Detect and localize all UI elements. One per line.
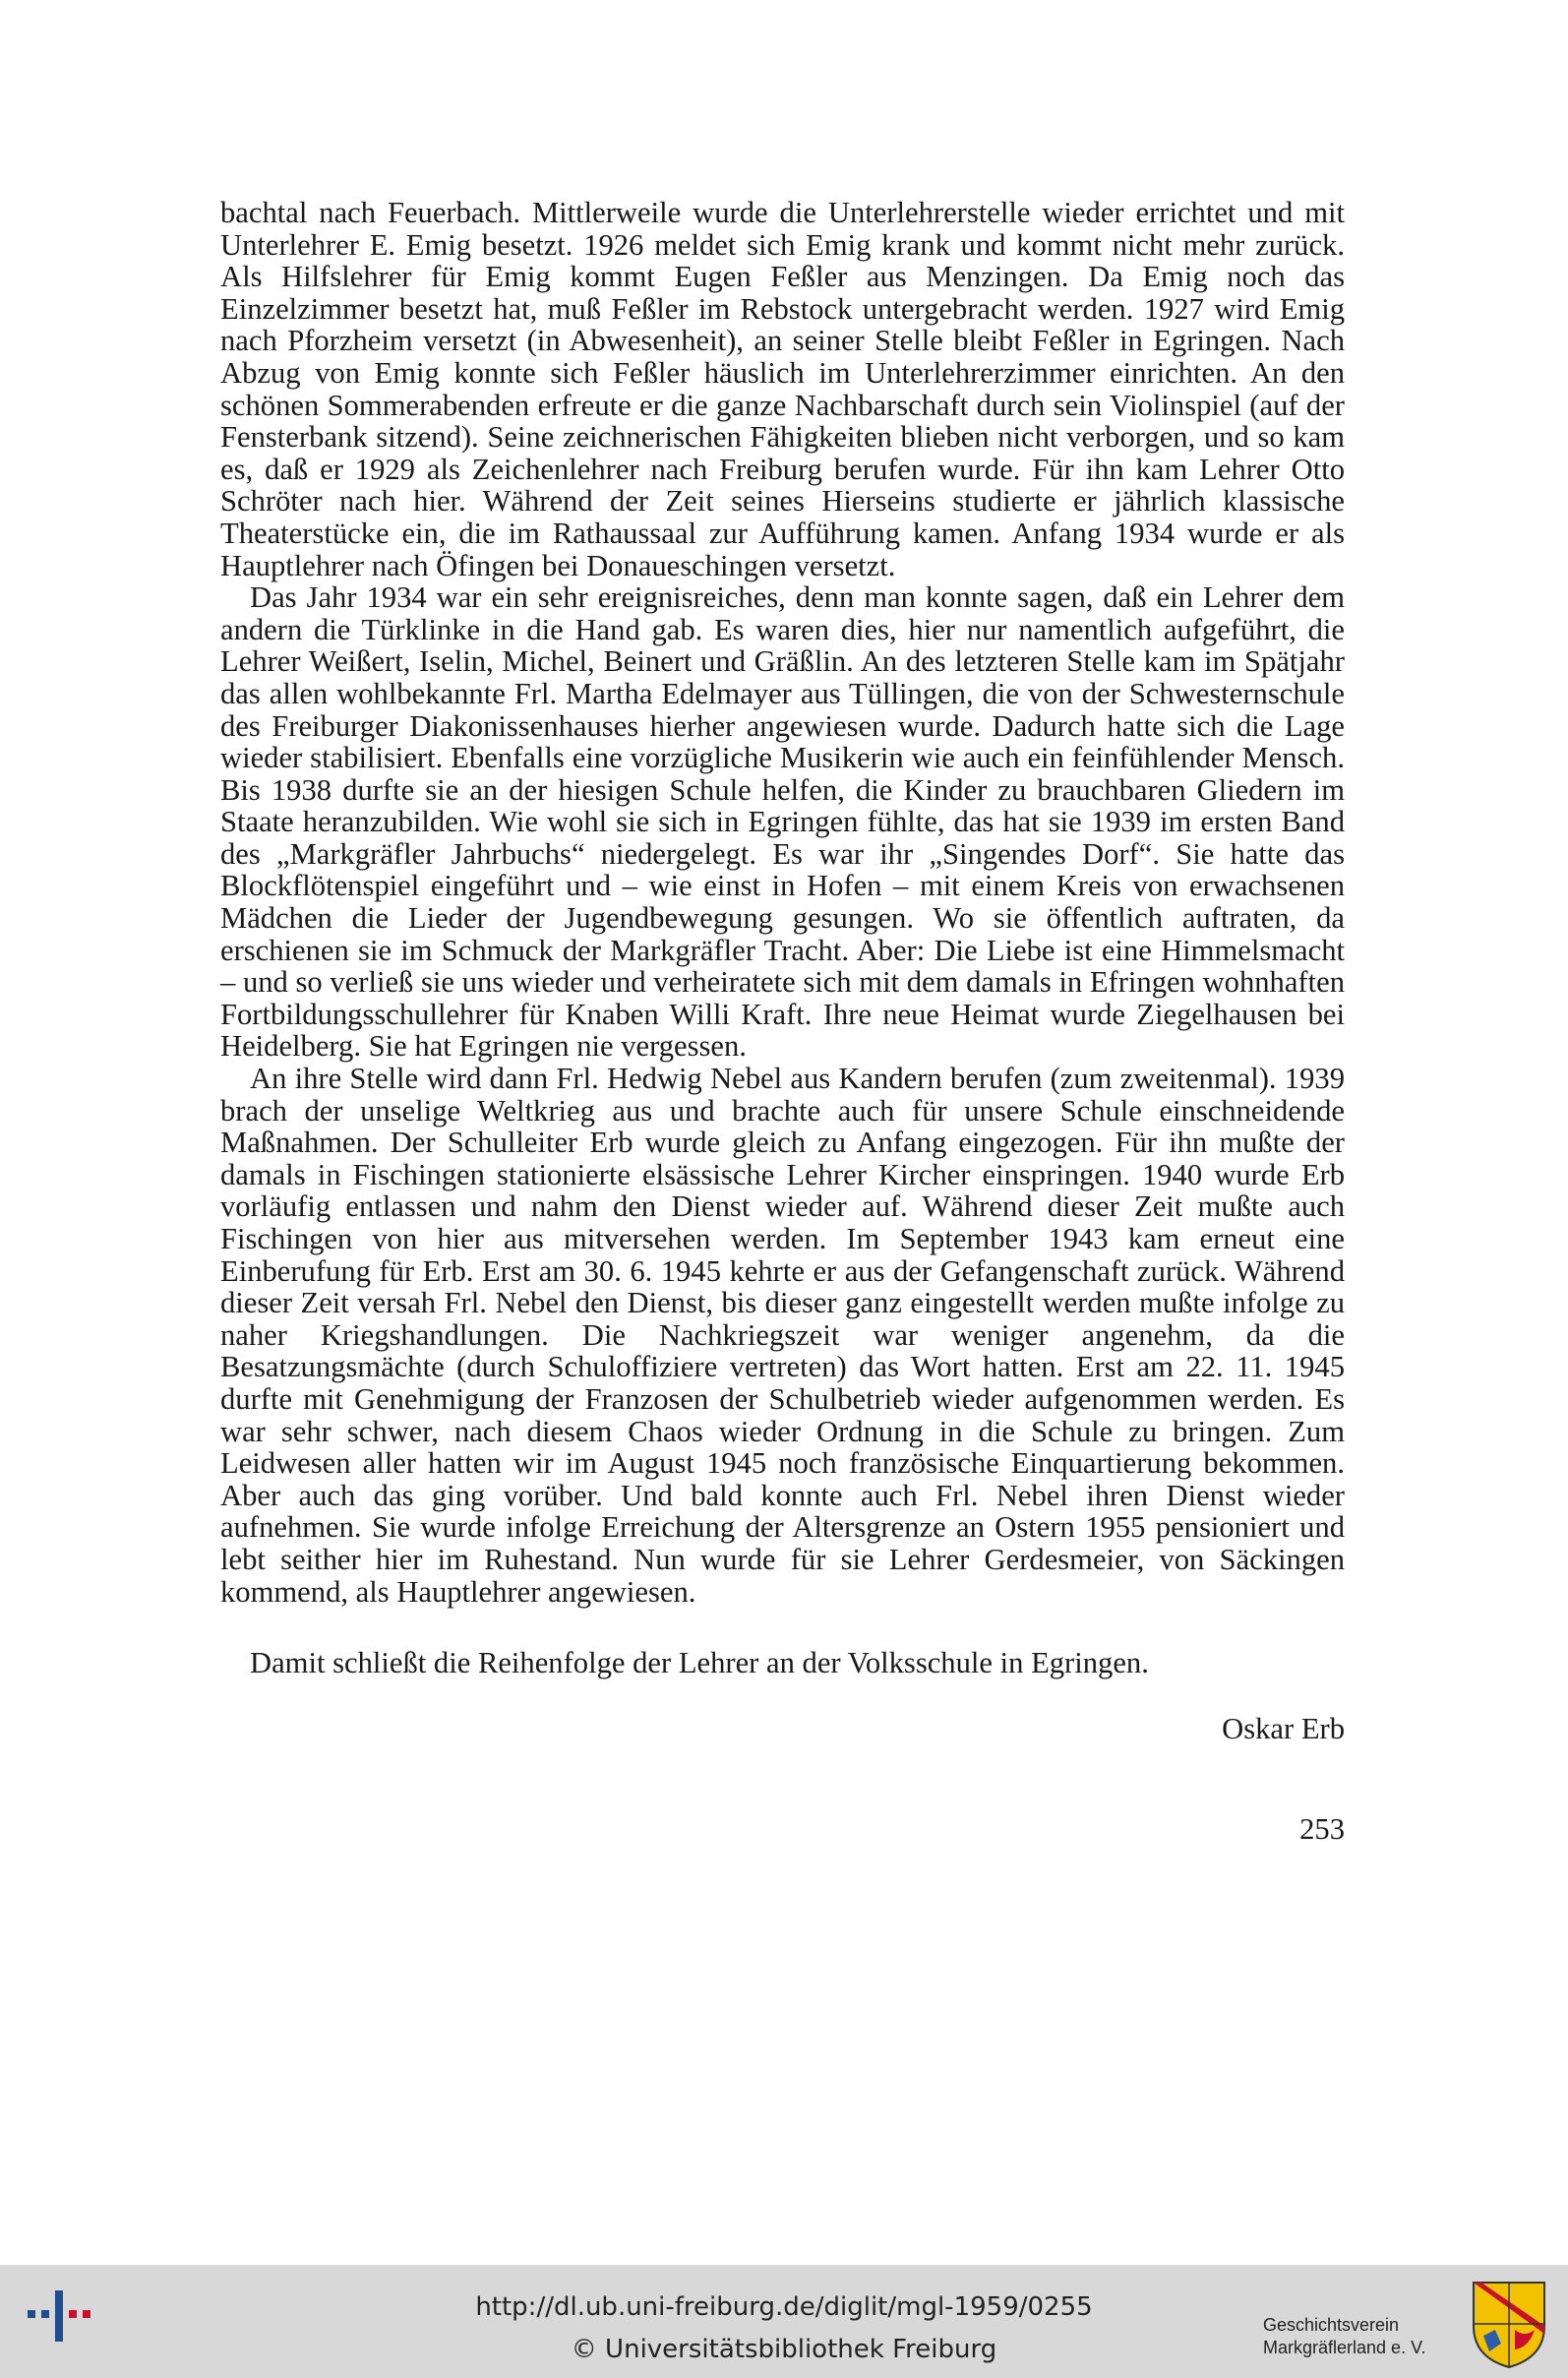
footer-bar xyxy=(0,2265,1568,2378)
footer-url-link[interactable]: http://dl.ub.uni-freiburg.de/diglit/mgl-1959/0255 xyxy=(475,2292,1093,2322)
society-name xyxy=(1263,2314,1460,2359)
society-name-line-1: Geschichtsverein xyxy=(1263,2315,1400,2335)
coat-of-arms-icon xyxy=(1470,2279,1548,2369)
paragraph-3: An ihre Stelle wird dann Frl. Hedwig Nebel aus Kandern berufen (zum zweitenmal). 1939 brach der unselige Weltkrieg aus und brachte auch für unsere Schule einschneidende Maßnahmen. Der Schulleiter Erb wurde gleich zu Anfang eingezogen. Für ihn mußte der damals in Fischingen stationierte elsässische Lehrer Kircher einspringen. 1940 wurde Erb vorläufig entlassen und nahm den Dienst wieder auf. Während dieser Zeit mußte auch Fischingen von hier aus mitversehen werden. Im September 1943 kam erneut eine Einberufung für Erb. Erst am 30. 6. 1945 kehrte er aus der Gefangenschaft zurück. Während dieser Zeit versah Frl. Nebel den Dienst, bis dieser ganz eingestellt werden mußte infolge zu naher Kriegshandlungen. Die Nachkriegszeit war weniger angenehm, da die Besatzungsmächte (durch Schuloffiziere vertreten) das Wort hatten. Erst am 22. 11. 1945 durfte mit Genehmigung der Franzosen der Schulbetrieb wieder aufgenommen werden. Es war sehr schwer, nach diesem Chaos wieder Ordnung in die Schule zu bringen. Zum Leidwesen aller hatten wir im August 1945 noch französische Einquartierung bekommen. Aber auch das ging vorüber. Und bald konnte auch Frl. Nebel ihren Dienst wieder aufnehmen. Sie wurde infolge Erreichung der Altersgrenze an Ostern 1955 pensioniert und lebt seither hier im Ruhestand. Nun wurde für sie Lehrer Gerdesmeier, von Säckingen kommend, als Hauptlehrer angewiesen. xyxy=(220,1062,1345,1609)
society-name-line-2: Markgräflerland e. V. xyxy=(1263,2338,1426,2357)
closing-sentence: Damit schließt die Reihenfolge der Lehrer an der Volksschule in Egringen. xyxy=(250,1646,1149,1680)
author-signature: Oskar Erb xyxy=(1222,1711,1345,1745)
paragraph-2: Das Jahr 1934 war ein sehr ereignisreiches, denn man konnte sagen, daß ein Lehrer dem andern die Türklinke in die Hand gab. Es waren dies, hier nur namentlich aufgeführt, die Lehrer Weißert, Iselin, Michel, Beinert und Gräßlin. An des letzteren Stelle kam im Spätjahr das allen wohlbekannte Frl. Martha Edelmayer aus Tüllingen, die von der Schwesternschule des Freiburger Diakonissenhauses hierher angewiesen wurde. Dadurch hatte sich die Lage wieder stabilisiert. Ebenfalls eine vorzügliche Musikerin wie auch ein feinfühlender Mensch. Bis 1938 durfte sie an der hiesigen Schule helfen, die Kinder zu brauchbaren Gliedern im Staate heranzubilden. Wie wohl sie sich in Egringen fühlte, das hat sie 1939 im ersten Band des „Markgräfler Jahrbuchs“ niedergelegt. Es war ihr „Singendes Dorf“. Sie hatte das Blockflötenspiel eingeführt und – wie einst in Hofen – mit einem Kreis von erwachsenen Mädchen die Lieder der Jugendbewegung gesungen. Wo sie öffentlich auftraten, da erschienen sie im Schmuck der Markgräfler Tracht. Aber: Die Liebe ist eine Himmelsmacht – und so verließ sie uns wieder und verheiratete sich mit dem damals in Efringen wohnhaften Fortbildungsschullehrer für Knaben Willi Kraft. Ihre neue Heimat wurde Ziegelhausen bei Heidelberg. Sie hat Egringen nie vergessen. xyxy=(220,580,1345,1064)
paragraph-1: bachtal nach Feuerbach. Mittlerweile wurde die Unterlehrerstelle wieder errichtet und mit Unterlehrer E. Emig besetzt. 1926 meldet sich Emig krank und kommt nicht mehr zurück. Als Hilfslehrer für Emig kommt Eugen Feßler aus Menzingen. Da Emig noch das Einzelzimmer besetzt hat, muß Feßler im Rebstock untergebracht werden. 1927 wird Emig nach Pforzheim versetzt (in Abwesenheit), an seiner Stelle bleibt Feßler in Egringen. Nach Abzug von Emig konnte sich Feßler häuslich im Unterlehrerzimmer einrichten. An den schönen Sommerabenden erfreute er die ganze Nachbarschaft durch sein Violinspiel (auf der Fensterbank sitzend). Seine zeichnerischen Fähigkeiten blieben nicht verborgen, und so kam es, daß er 1929 als Zeichenlehrer nach Freiburg berufen wurde. Für ihn kam Lehrer Otto Schröter nach hier. Während der Zeit seines Hierseins studierte er jährlich klassische Theaterstücke ein, die im Rathaussaal zur Aufführung kamen. Anfang 1934 wurde er als Hauptlehrer nach Öfingen bei Donaueschingen versetzt. xyxy=(220,196,1345,582)
footer-copyright: © Universitätsbibliothek Freiburg xyxy=(571,2335,997,2364)
page-number: 253 xyxy=(1299,1812,1345,1847)
page-body xyxy=(220,197,1345,1846)
